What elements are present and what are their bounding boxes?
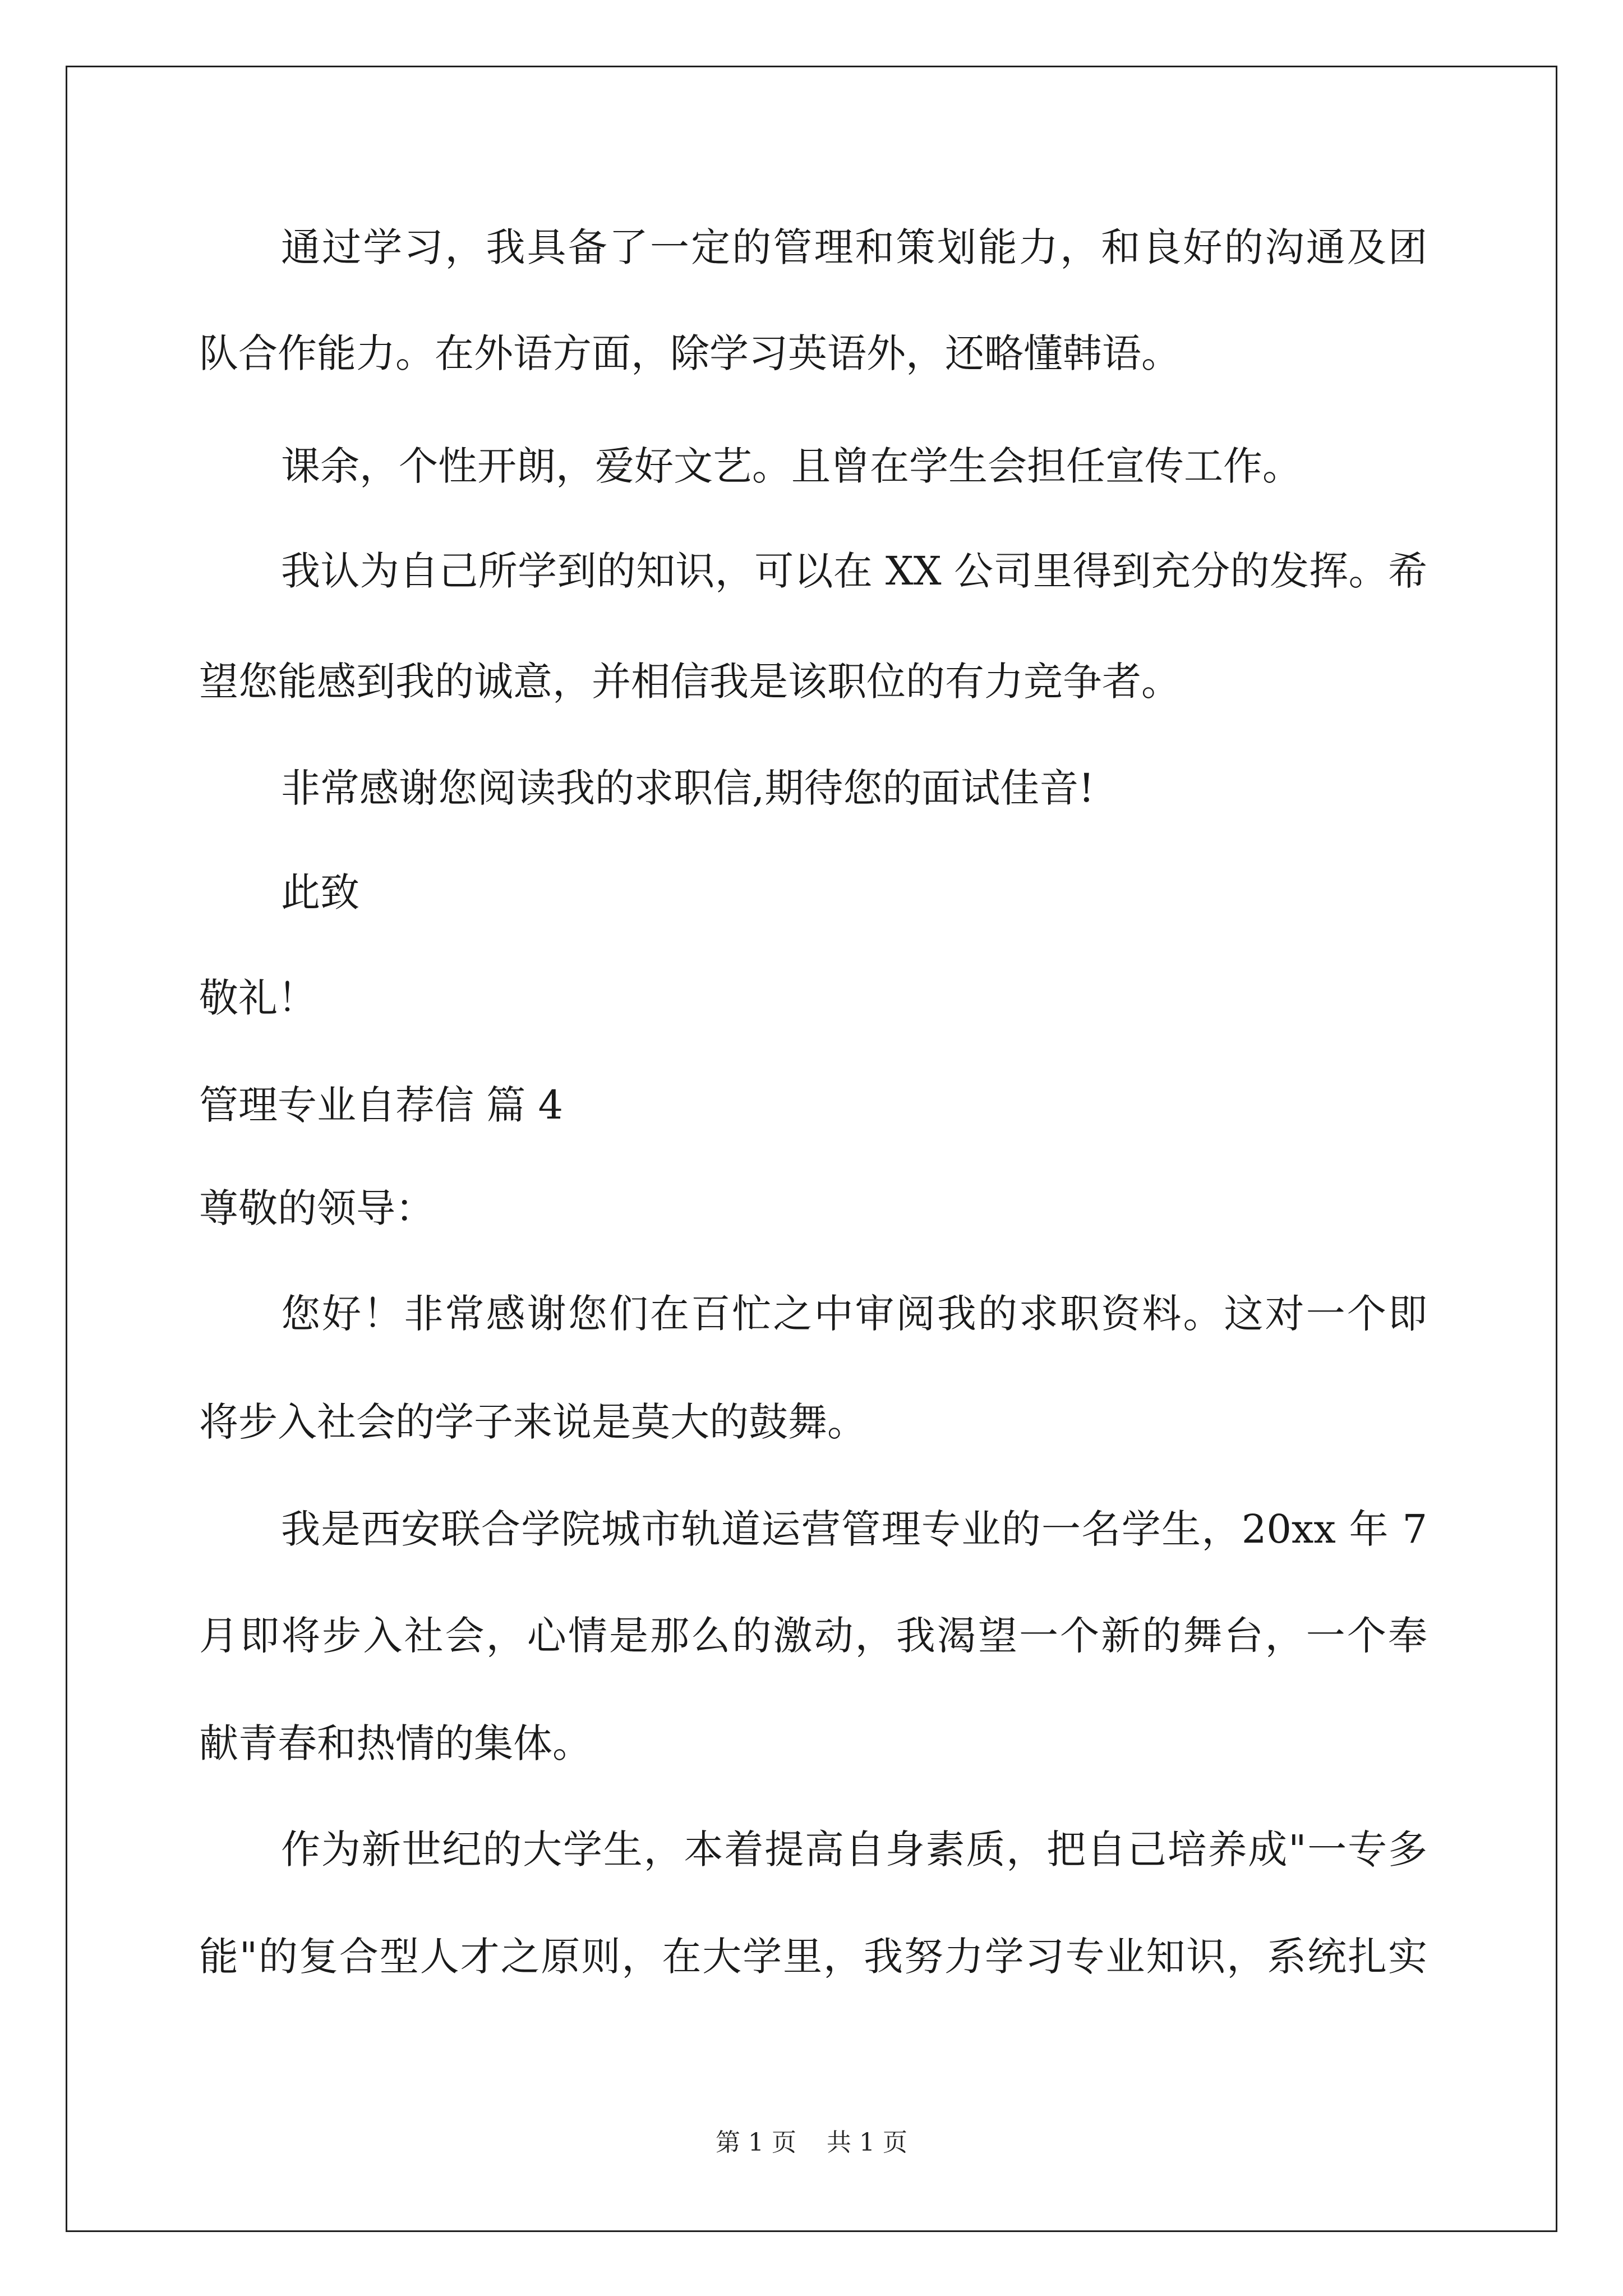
- paragraph-3-line-1: 我认为自己所学到的知识，可以在 XX 公司里得到充分的发挥。希: [281, 548, 1427, 594]
- paragraph-9-line-2: 将步入社会的学子来说是莫大的鼓舞。: [199, 1399, 866, 1445]
- paragraph-10-line-1: 我是西安联合学院城市轨道运营管理专业的一名学生，20xx 年 7: [281, 1506, 1427, 1552]
- page-number: 第 1 页: [716, 2128, 796, 2157]
- paragraph-1-line-1: 通过学习，我具备了一定的管理和策划能力，和良好的沟通及团: [281, 224, 1427, 270]
- paragraph-11-line-2: 能"的复合型人才之原则，在大学里，我努力学习专业知识，系统扎实: [199, 1934, 1427, 1980]
- paragraph-10-line-2: 月即将步入社会，心情是那么的激动，我渴望一个新的舞台，一个奉: [199, 1613, 1427, 1659]
- greeting: 尊敬的领导：: [199, 1185, 435, 1231]
- paragraph-2-line-1: 课余，个性开朗，爱好文艺。且曾在学生会担任宣传工作。: [281, 443, 1302, 489]
- closing-salutation: 此致: [281, 869, 359, 915]
- page-total: 共 1 页: [827, 2128, 907, 2157]
- page-frame: [66, 66, 1557, 2232]
- paragraph-11-line-1: 作为新世纪的大学生，本着提高自身素质，把自己培养成"一专多: [281, 1826, 1427, 1872]
- paragraph-4-line-1: 非常感谢您阅读我的求职信,期待您的面试佳音!: [281, 765, 1095, 811]
- paragraph-3-line-2: 望您能感到我的诚意，并相信我是该职位的有力竞争者。: [199, 659, 1181, 705]
- closing-regards: 敬礼！: [199, 975, 317, 1021]
- paragraph-9-line-1: 您好！非常感谢您们在百忙之中审阅我的求职资料。这对一个即: [281, 1291, 1427, 1337]
- section-heading: 管理专业自荐信 篇 4: [199, 1082, 564, 1128]
- paragraph-1-line-2: 队合作能力。在外语方面，除学习英语外，还略懂韩语。: [199, 330, 1181, 376]
- paragraph-10-line-3: 献青春和热情的集体。: [199, 1720, 592, 1766]
- page-footer: [0, 2126, 1623, 2160]
